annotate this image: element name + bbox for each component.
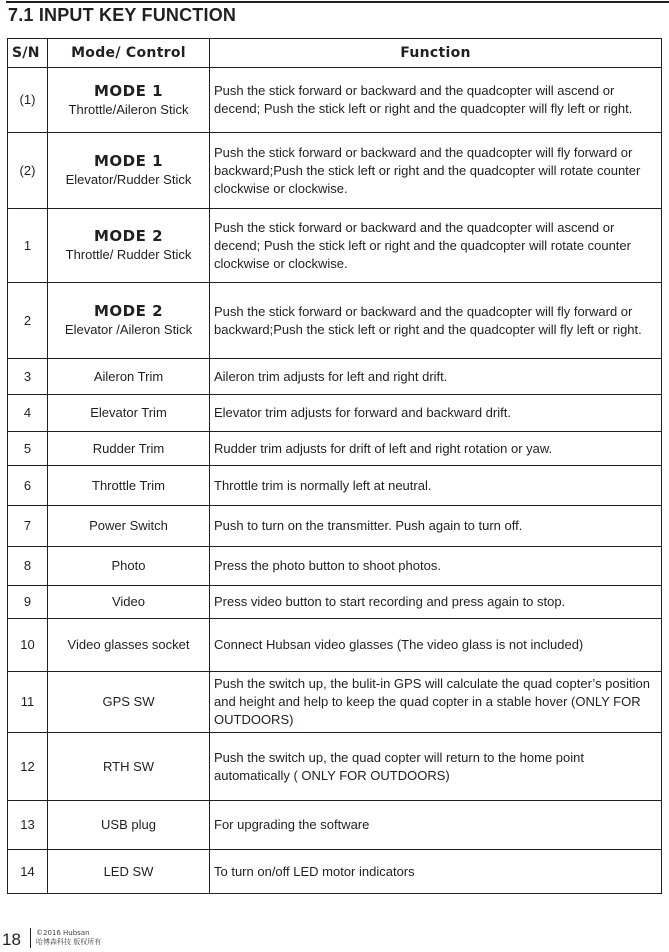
top-rule (6, 1, 669, 3)
row-function: Press video button to start recording and press again to stop. (210, 586, 662, 619)
page-number: 18 (2, 930, 21, 949)
row-sn: 1 (8, 209, 48, 283)
row-function: Push to turn on the transmitter. Push again to turn off. (210, 506, 662, 547)
table-row (8, 619, 662, 672)
mode-title: MODE 1 (93, 152, 164, 170)
mode-subtitle: Elevator /Aileron Stick (64, 322, 193, 337)
mode-subtitle: Throttle/ Rudder Stick (65, 247, 192, 262)
table-row (8, 133, 662, 209)
table-row (8, 395, 662, 432)
row-function: Push the stick forward or backward and the quadcopter will ascend or decend; Push the stick left or right and the quadcopter will fly left or right. (210, 68, 662, 133)
row-mode: RTH SW (48, 733, 210, 801)
row-function: Connect Hubsan video glasses (The video glass is not included) (210, 619, 662, 672)
row-mode: Elevator Trim (48, 395, 210, 432)
row-mode: Throttle Trim (48, 466, 210, 506)
row-sn: 11 (8, 672, 48, 733)
row-function: Push the switch up, the quad copter will return to the home point automatically ( ONLY FOR OUTDOORS) (210, 733, 662, 801)
row-mode: GPS SW (48, 672, 210, 733)
mode-subtitle: Elevator/Rudder Stick (65, 172, 192, 187)
row-sn: 13 (8, 801, 48, 850)
section-heading: 7.1 INPUT KEY FUNCTION (8, 5, 237, 25)
input-key-function-table (7, 38, 662, 894)
header-function: Function (210, 39, 662, 68)
table-row (8, 733, 662, 801)
row-mode (48, 68, 210, 133)
table-row (8, 466, 662, 506)
table-row (8, 209, 662, 283)
row-mode: Video glasses socket (48, 619, 210, 672)
table-header-row (8, 39, 662, 68)
row-function: Push the switch up, the bulit-in GPS will calculate the quad copter’s position and height and help to keep the quad copter in a stable hover (ONLY FOR OUTDOORS) (210, 672, 662, 733)
table-row (8, 672, 662, 733)
header-sn: S/N (8, 39, 48, 68)
row-mode (48, 283, 210, 359)
row-mode: LED SW (48, 850, 210, 894)
row-function: Press the photo button to shoot photos. (210, 547, 662, 586)
table-row (8, 283, 662, 359)
mode-title: MODE 2 (93, 302, 164, 320)
row-function: Push the stick forward or backward and the quadcopter will fly forward or backward;Push the stick left or right and the quadcopter will fly left or right. (210, 283, 662, 359)
row-sn: 10 (8, 619, 48, 672)
row-sn: 5 (8, 432, 48, 466)
row-sn: 12 (8, 733, 48, 801)
copyright-notice (36, 929, 101, 947)
copyright-line: 哈博森科技 版权所有 (36, 938, 102, 946)
footer-divider (30, 928, 31, 948)
row-sn: 4 (8, 395, 48, 432)
row-function: Push the stick forward or backward and the quadcopter will ascend or decend; Push the stick left or right and the quadcopter will rotate counter clockwise or clockwise. (210, 209, 662, 283)
table-row (8, 506, 662, 547)
mode-subtitle: Throttle/Aileron Stick (68, 101, 189, 117)
row-sn: (2) (8, 133, 48, 209)
row-function: Elevator trim adjusts for forward and backward drift. (210, 395, 662, 432)
table-row (8, 850, 662, 894)
row-function: To turn on/off LED motor indicators (210, 850, 662, 894)
row-sn: 8 (8, 547, 48, 586)
row-function: Aileron trim adjusts for left and right drift. (210, 359, 662, 395)
mode-title: MODE 1 (93, 81, 164, 100)
row-function: Throttle trim is normally left at neutral. (210, 466, 662, 506)
row-sn: 9 (8, 586, 48, 619)
row-function: Push the stick forward or backward and the quadcopter will fly forward or backward;Push the stick left or right and the quadcopter will rotate counter clockwise or clockwise. (210, 133, 662, 209)
table-row (8, 547, 662, 586)
row-mode: Power Switch (48, 506, 210, 547)
header-mode: Mode/ Control (48, 39, 210, 68)
row-mode: Video (48, 586, 210, 619)
row-sn: 6 (8, 466, 48, 506)
row-mode (48, 133, 210, 209)
mode-title: MODE 2 (93, 227, 164, 245)
row-mode: Photo (48, 547, 210, 586)
row-mode: USB plug (48, 801, 210, 850)
copyright-line: ©2016 Hubsan (36, 929, 90, 937)
table-row (8, 432, 662, 466)
row-function: Rudder trim adjusts for drift of left and right rotation or yaw. (210, 432, 662, 466)
row-function: For upgrading the software (210, 801, 662, 850)
row-sn: 3 (8, 359, 48, 395)
table-row (8, 586, 662, 619)
row-mode (48, 209, 210, 283)
row-sn: 14 (8, 850, 48, 894)
table-row (8, 68, 662, 133)
table-row (8, 801, 662, 850)
table-row (8, 359, 662, 395)
page-footer (0, 926, 200, 950)
row-mode: Rudder Trim (48, 432, 210, 466)
row-mode: Aileron Trim (48, 359, 210, 395)
row-sn: (1) (8, 68, 48, 133)
row-sn: 2 (8, 283, 48, 359)
row-sn: 7 (8, 506, 48, 547)
